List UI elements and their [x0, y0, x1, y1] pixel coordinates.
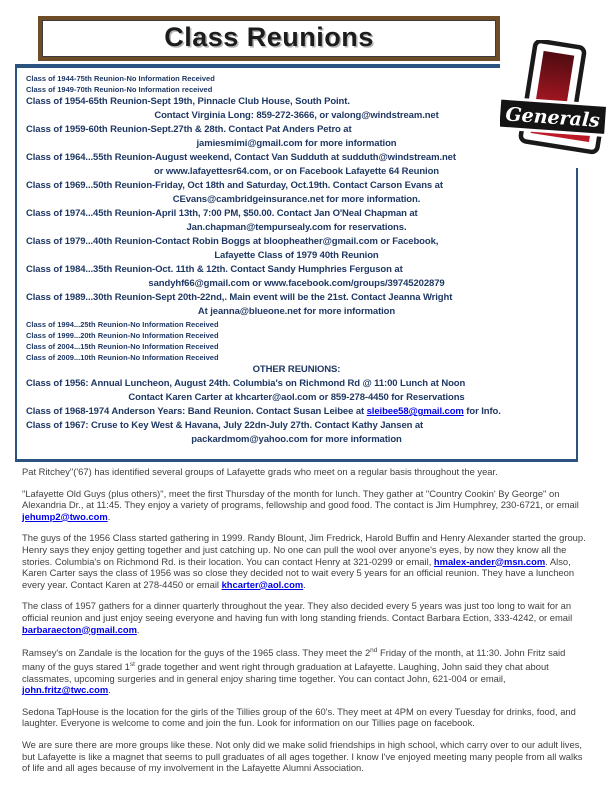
text-run: Pat Ritchey"('67) has identified several groups of Lafayette grads who meet on a regular basis throughout the year.: [22, 466, 498, 477]
superscript: st: [129, 660, 135, 668]
reunion-line: [26, 330, 567, 341]
text-run: Class of 1969...50th Reunion-Friday, Oct 18th and Saturday, Oct.19th. Contact Carson Evans at: [26, 180, 443, 191]
email-link[interactable]: barbaraecton@gmail.com: [22, 623, 137, 635]
reunion-line: [26, 319, 567, 330]
text-run: Class of 1979...40th Reunion-Contact Robin Boggs at bloopheather@gmail.com or Facebook,: [26, 236, 439, 247]
reunion-line: [26, 419, 567, 433]
text-run: . Also, Karen Carter says the class of 1956 was so close they decided not to wait every 5 years for an official reunion. They have a luncheon every year. Contact Karen at 278-4450 or email: [22, 555, 575, 590]
reunion-line: [26, 109, 567, 123]
text-run: Lafayette Class of 1979 40th Reunion: [214, 250, 379, 261]
body-paragraph: [22, 488, 590, 523]
text-run: Ramsey's on Zandale is the location for the guys of the 1965 class. They meet the 2: [22, 647, 371, 659]
email-link[interactable]: khcarter@aol.com: [221, 578, 304, 590]
reunion-line: [26, 249, 567, 263]
text-run: or www.lafayettesr64.com, or on Facebook Lafayette 64 Reunion: [154, 166, 439, 177]
email-link[interactable]: sleibee58@gmail.com: [366, 406, 464, 417]
text-run: Class of 1954-65th Reunion-Sept 19th, Pinnacle Club House, South Point.: [26, 96, 350, 107]
reunion-line: [26, 377, 567, 391]
text-run: Friday of the month, at 11:30. John Fritz said many of the guys stared 1: [22, 647, 566, 672]
reunion-line: [26, 235, 567, 249]
reunion-line: [26, 263, 567, 277]
text-run: Class of 1967: Cruse to Key West & Havana, July 22dn-July 27th. Contact Kathy Jansen at: [26, 420, 424, 431]
body-paragraph: [22, 706, 590, 729]
text-run: Class of 1974...45th Reunion-April 13th, 7:00 PM, $50.00. Contact Jan O'Neal Chapman at: [26, 208, 418, 219]
text-run: Class of 1956: Annual Luncheon, August 24th. Columbia's on Richmond Rd @ 11:00 Lunch at Noon: [26, 378, 466, 389]
reunion-line: [26, 193, 567, 207]
text-run: grade together and went right through graduation at Lafayette. Laughing, John said they chat about classmates, upcoming surgeries and in general enjoy sharing time together. You can contact John, 621-004 or email,: [22, 660, 549, 684]
school-logo: [500, 40, 612, 168]
text-run: Class of 1949-70th Reunion-No Information received: [26, 85, 213, 94]
text-run: Contact Karen Carter at khcarter@aol.com or 859-278-4450 for Reservations: [128, 392, 465, 403]
reunion-line: [26, 305, 567, 319]
text-run: .: [107, 510, 111, 522]
reunion-line: [26, 291, 567, 305]
reunion-line: [26, 137, 567, 151]
text-run: Class of 2009...10th Reunion-No Information Received: [26, 353, 219, 362]
text-run: Class of 1984...35th Reunion-Oct. 11th & 12th. Contact Sandy Humphries Ferguson at: [26, 264, 403, 275]
text-run: .: [136, 623, 140, 635]
text-run: Class of 1959-60th Reunion-Sept.27th & 28th. Contact Pat Anders Petro at: [26, 124, 352, 135]
reunion-line: [26, 352, 567, 363]
generals-logo-graphic: [500, 40, 612, 168]
text-run: The class of 1957 gathers for a dinner quarterly throughout the year. They also decided every 5 years was just too long to wait for an official reunion and just enjoy seeing everyone and having fun with long standing friends. Contact Barbara Ection, 333-4242, or email: [22, 600, 573, 623]
text-run: for Info.: [463, 406, 501, 417]
text-run: Class of 2004...15th Reunion-No Information Received: [26, 342, 219, 351]
text-run: Class of 1994...25th Reunion-No Information Received: [26, 320, 219, 329]
text-run: We are sure there are more groups like these. Not only did we make solid friendships in high school, which carry over to our adult lives, but Lafayette is like a magnet that seems to pull graduates of all ages together. I know I've enjoyed meeting many people from all walks of life and all ages because of my involvement in the Lafayette Alumni Association.: [22, 738, 583, 774]
body-paragraph: [22, 466, 590, 478]
text-run: Sedona TapHouse is the location for the girls of the Tillies group of the 60's. They meet at 4PM on every Tuesday for drinks, food, and laughter. Everyone is welcome to come and join the fun. Look for information on our Tillies page on facebook.: [22, 705, 576, 729]
logo-banner-text: Generals: [504, 103, 601, 133]
text-run: Class of 1999...20th Reunion-No Information Received: [26, 331, 219, 340]
reunion-line: [26, 84, 567, 95]
reunion-line: [26, 277, 567, 291]
title-inner-frame: [42, 20, 496, 57]
reunion-line: [26, 123, 567, 137]
text-run: Contact Virginia Long: 859-272-3666, or valong@windstream.net: [154, 110, 439, 121]
text-run: Class of 1964...55th Reunion-August weekend, Contact Van Sudduth at sudduth@windstream.net: [26, 152, 456, 163]
text-run: OTHER REUNIONS:: [252, 364, 341, 375]
reunion-line: [26, 405, 567, 419]
text-run: At jeanna@blueone.net for more information: [197, 306, 396, 317]
text-run: Jan.chapman@tempursealy.com for reservations.: [186, 222, 407, 233]
reunion-line: [26, 341, 567, 352]
text-run: "Lafayette Old Guys (plus others)", meet the first Thursday of the month for lunch. They gather at "Country Cookin' By George" on Alexandria Dr., at 11:45. They enjoy a variety of programs, fellowship and good food. The contact is Jim Humphrey, 230-6721, or email: [22, 487, 579, 511]
body-paragraph: [22, 532, 590, 590]
text-run: Class of 1944-75th Reunion-No Information Received: [26, 74, 215, 83]
email-link[interactable]: hmalex-ander@msn.com: [433, 555, 546, 567]
text-run: Class of 1968-1974 Anderson Years: Band Reunion. Contact Susan Leibee at: [26, 406, 367, 417]
reunion-line: [26, 95, 567, 109]
email-link[interactable]: john.fritz@twc.com: [22, 684, 109, 696]
superscript: nd: [370, 647, 378, 655]
text-run: jamiesmimi@gmail.com for more information: [196, 138, 397, 149]
body-paragraph: [22, 600, 590, 635]
text-run: Class of 1989...30th Reunion-Sept 20th-22nd,. Main event will be the 21st. Contact Jeanna Wright: [26, 292, 453, 303]
reunion-line: [26, 165, 567, 179]
reunion-line: [26, 207, 567, 221]
text-run: The guys of the 1956 Class started gathering in 1999. Randy Blount, Jim Fredrick, Harold Buffin and Henry Alexander started the group. Henry says they enjoy getting together and just catching up. No one can pull the wool over anyone's eyes, by now they know all the stories. Columbia's on Richmond Rd. is their location. You can contact Henry at 321-0299 or email,: [22, 532, 586, 567]
paragraphs: [22, 466, 590, 784]
text-run: .: [303, 578, 306, 590]
title-box: [38, 16, 500, 61]
text-run: packardmom@yahoo.com for more information: [191, 434, 402, 445]
page-title: Class Reunions: [164, 22, 374, 52]
reunion-line: [26, 363, 567, 377]
text-run: CEvans@cambridgeinsurance.net for more information.: [172, 194, 421, 205]
reunion-lines: [26, 73, 567, 447]
reunion-line: [26, 433, 567, 447]
reunion-line: [26, 179, 567, 193]
text-run: .: [108, 684, 111, 696]
reunion-box: [15, 64, 578, 462]
email-link[interactable]: jehump2@two.com: [22, 510, 108, 522]
body-paragraph: [22, 645, 590, 696]
reunion-line: [26, 151, 567, 165]
reunion-line: [26, 73, 567, 84]
body-paragraph: [22, 739, 590, 774]
reunion-line: [26, 391, 567, 405]
text-run: sandyhf66@gmail.com or www.facebook.com/groups/39745202879: [148, 278, 445, 289]
reunion-line: [26, 221, 567, 235]
